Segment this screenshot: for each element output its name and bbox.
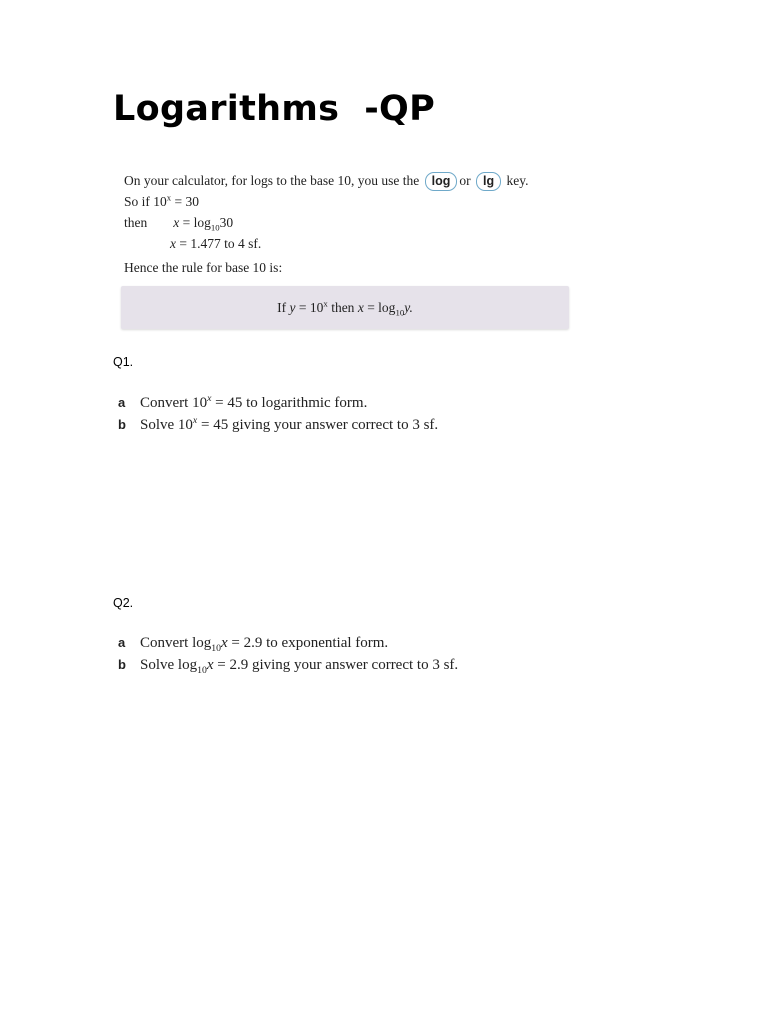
q1-items [118,392,438,436]
base10-rule-box [121,286,569,329]
q2-part-b: b Solve $\log_{10}x = 2.9$ giving your answer correct to 3 sf. [118,657,459,676]
page-title: Logarithms -QP [113,89,436,129]
intro-section [124,170,584,278]
rule-text: If $y = 10^x$ then $x = \log_{10}y$. [277,298,413,318]
intro-line-calculator: On your calculator, for logs to the base 10, you use the log or lg key. [124,170,584,191]
intro-line-hence: Hence the rule for base 10 is: [124,260,283,275]
q1-part-b: b Solve $10^x = 45$ giving your answer correct to 3 sf. [118,415,439,433]
intro-line-result: x = 1.477 to 4 sf. [170,236,262,251]
lg-key-badge: lg [476,172,501,191]
q1-label: Q1. [113,355,134,369]
q2-items [118,632,458,676]
q2-part-a: a Convert $\log_{10}x = 2.9$ to exponential form. [118,635,389,654]
intro-line-so-if: So if $10^x = 30$ [124,192,200,209]
log-key-badge: log [425,172,458,191]
intro-line-then: then $x = \log_{10}30$ [124,215,234,233]
q1-part-a: a Convert $10^x = 45$ to logarithmic form. [118,393,368,411]
q2-label: Q2. [113,596,134,610]
